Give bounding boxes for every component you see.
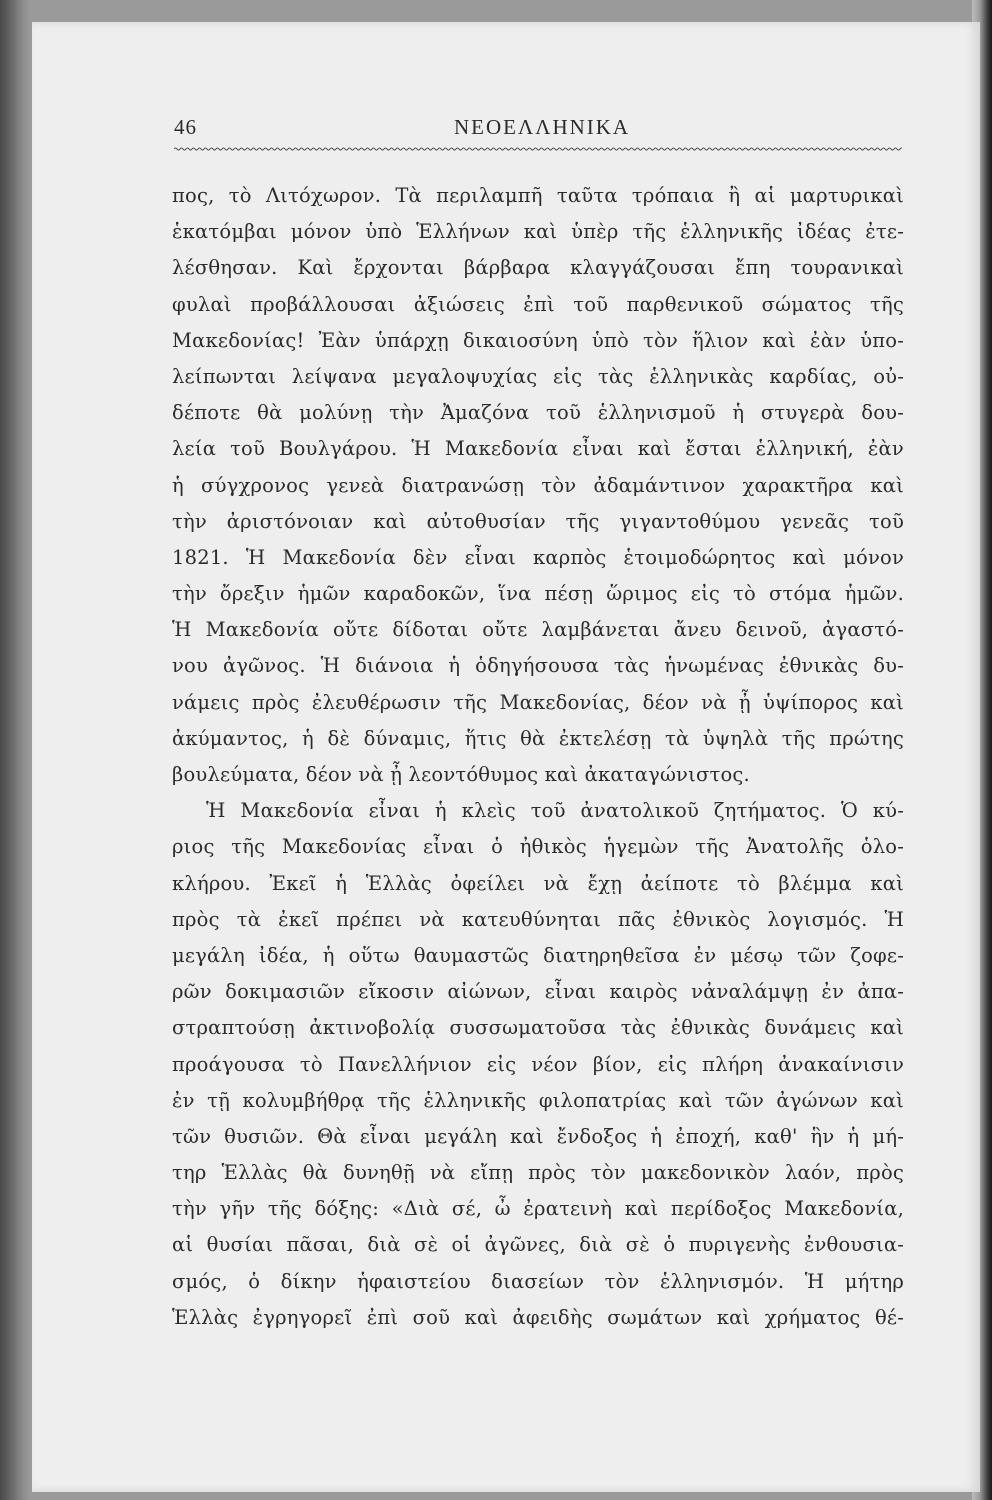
text-line: μεγάλη ἰδέα, ἡ οὕτω θαυμαστῶς διατηρηθεῖσα ἐν μέσῳ τῶν ζοφε- [172,943,904,967]
text-line: Ἡ Μακεδονία εἶναι ἡ κλεὶς τοῦ ἀνατολικοῦ ζητήματος. Ὁ κύ- [206,799,904,823]
text-line: λείπωνται λείψανα μεγαλοψυχίας εἰς τὰς ἑλληνικὰς καρδίας, οὐ- [172,364,904,388]
text-line: ἑκατόμβαι μόνον ὑπὸ Ἑλλήνων καὶ ὑπὲρ τῆς ἑλληνικῆς ἰδέας ἐτε- [172,220,904,244]
body-text [172,178,904,1336]
text-line: τηρ Ἑλλὰς θὰ δυνηθῇ νὰ εἴπῃ πρὸς τὸν μακεδονικὸν λαόν, πρὸς [172,1161,904,1185]
text-line: 1821. Ἡ Μακεδονία δὲν εἶναι καρπὸς ἑτοιμοδώρητος καὶ μόνον [172,545,904,569]
text-line: σμός, ὁ δίκην ἡφαιστείου διασείων τὸν ἑλληνισμόν. Ἡ μήτηρ [172,1269,904,1293]
text-line: ρῶν δοκιμασιῶν εἴκοσιν αἰώνων, εἶναι καιρὸς νἀναλάμψῃ ἐν ἀπα- [172,980,904,1004]
text-line: δέποτε θὰ μολύνῃ τὴν Ἀμαζόνα τοῦ ἑλληνισμοῦ ἡ στυγερὰ δου- [172,401,904,425]
text-line: νάμεις πρὸς ἐλευθέρωσιν τῆς Μακεδονίας, δέον νὰ ᾖ ὑψίπορος καὶ [172,690,904,714]
text-line: ριος τῆς Μακεδονίας εἶναι ὁ ἠθικὸς ἡγεμὼν τῆς Ἀνατολῆς ὁλο- [172,835,904,859]
text-line: βουλεύματα, δέον νὰ ᾖ λεοντόθυμος καὶ ἀκαταγώνιστος. [172,763,750,786]
text-line: τῶν θυσιῶν. Θὰ εἶναι μεγάλη καὶ ἔνδοξος ἡ ἐποχή, καθ' ἣν ἡ μή- [172,1124,904,1148]
text-line: ἐν τῇ κολυμβήθρᾳ τῆς ἑλληνικῆς φιλοπατρίας καὶ τῶν ἀγώνων καὶ [172,1088,904,1112]
running-title: ΝΕΟΕΛΛΗΝΙΚΑ [454,115,631,139]
text-line: Ἡ Μακεδονία οὔτε δίδοται οὔτε λαμβάνεται ἄνευ δεινοῦ, ἀγαστό- [172,618,904,642]
paragraph-2 [172,793,904,1336]
paragraph-1 [172,178,904,793]
text-line: λεία τοῦ Βουλγάρου. Ἡ Μακεδονία εἶναι καὶ ἔσται ἑλληνική, ἐὰν [172,437,904,461]
header-wavy-rule [174,146,902,152]
text-line: τὴν ὄρεξιν ἡμῶν καραδοκῶν, ἵνα πέσῃ ὥριμος εἰς τὸ στόμα ἡμῶν. [172,582,904,606]
text-line: στραπτούσῃ ἀκτινοβολίᾳ συσσωματοῦσα τὰς ἐθνικὰς δυνάμεις καὶ [172,1016,904,1040]
page-number: 46 [174,115,197,139]
page-header [174,115,902,149]
text-line: φυλαὶ προβάλλουσαι ἀξιώσεις ἐπὶ τοῦ παρθενικοῦ σώματος τῆς [172,292,904,316]
text-line: νου ἀγῶνος. Ἡ διάνοια ἡ ὁδηγήσουσα τὰς ἡνωμένας ἐθνικὰς δυ- [172,654,904,678]
text-line: ἡ σύγχρονος γενεὰ διατρανώσῃ τὸν ἀδαμάντινον χαρακτῆρα καὶ [172,473,904,497]
text-line: Ἑλλὰς ἐγρηγορεῖ ἐπὶ σοῦ καὶ ἀφειδὴς σωμάτων καὶ χρήματος θέ- [172,1305,904,1329]
text-line: τὴν γῆν τῆς δόξης: «Διὰ σέ, ὦ ἐρατεινὴ καὶ περίδοξος Μακεδονία, [172,1197,904,1221]
text-line: Μακεδονίας! Ἐὰν ὑπάρχῃ δικαιοσύνη ὑπὸ τὸν ἥλιον καὶ ἐὰν ὑπο- [172,328,904,352]
text-line: πρὸς τὰ ἐκεῖ πρέπει νὰ κατευθύνηται πᾶς ἐθνικὸς λογισμός. Ἡ [172,907,904,931]
text-line: τὴν ἀριστόνοιαν καὶ αὐτοθυσίαν τῆς γιγαντοθύμου γενεᾶς τοῦ [172,509,904,533]
text-line: κλήρου. Ἐκεῖ ἡ Ἑλλὰς ὀφείλει νὰ ἔχῃ ἀείποτε τὸ βλέμμα καὶ [172,871,904,895]
text-line: αἱ θυσίαι πᾶσαι, διὰ σὲ οἱ ἀγῶνες, διὰ σὲ ὁ πυριγενὴς ἐνθουσια- [172,1233,904,1257]
text-line: ἀκύμαντος, ἡ δὲ δύναμις, ἥτις θὰ ἐκτελέσῃ τὰ ὑψηλὰ τῆς πρώτης [172,726,904,750]
text-line: πος, τὸ Λιτόχωρον. Τὰ περιλαμπῆ ταῦτα τρόπαια ἢ αἱ μαρτυρικαὶ [172,184,904,207]
text-line: προάγουσα τὸ Πανελλήνιον εἰς νέον βίον, εἰς πλήρη ἀνακαίνισιν [172,1052,904,1076]
text-line: λέσθησαν. Καὶ ἔρχονται βάρβαρα κλαγγάζουσαι ἔπη τουρανικαὶ [172,256,904,280]
